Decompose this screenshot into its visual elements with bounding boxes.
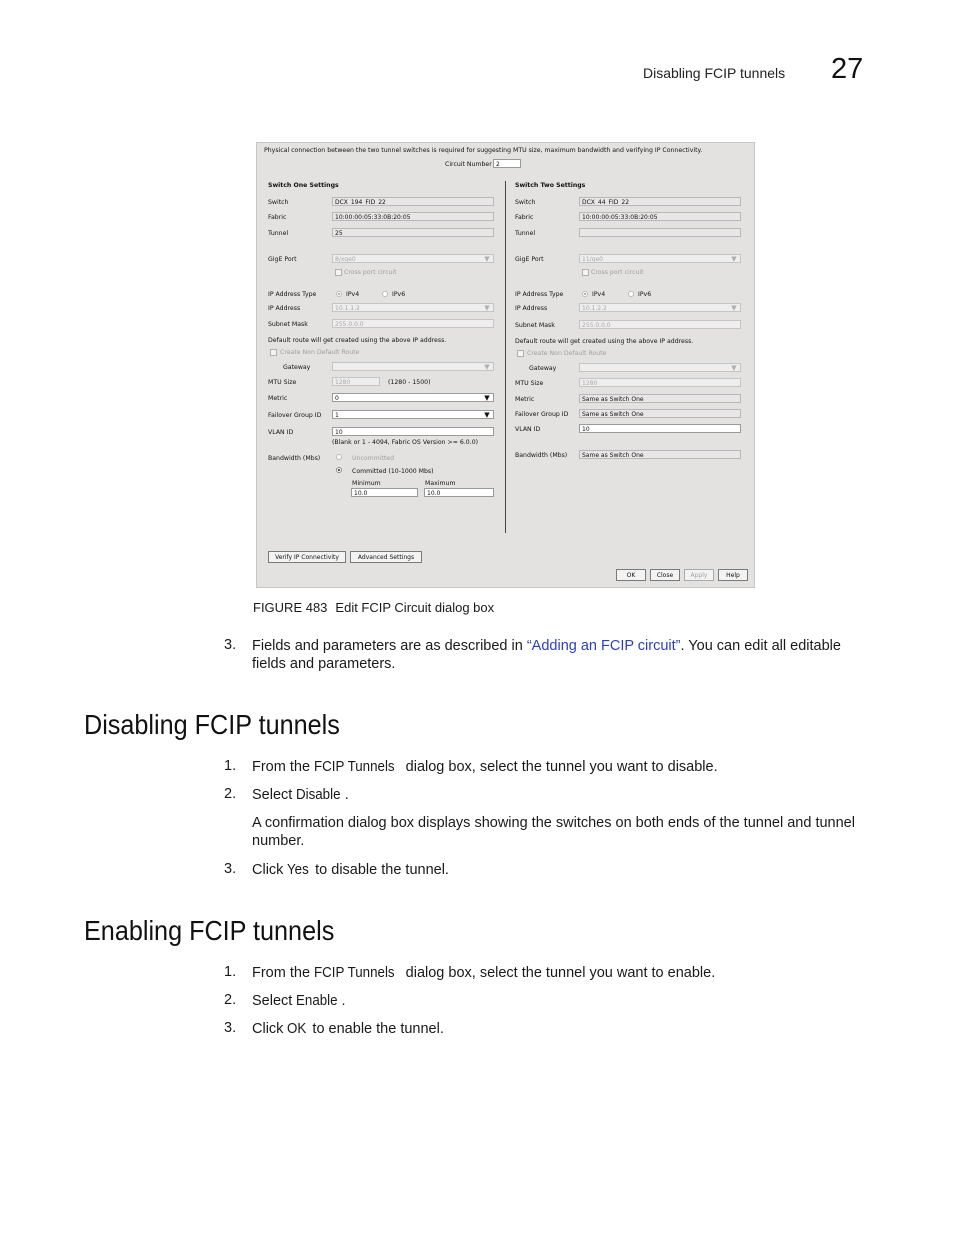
step-text-part: Click <box>252 862 288 878</box>
switch-two-vlan-field[interactable]: 10 <box>579 424 741 433</box>
step-number: 1. <box>224 758 237 774</box>
switch-one-fabric-field: 10:00:00:05:33:0B:20:05 <box>332 212 494 221</box>
advanced-settings-button[interactable]: Advanced Settings <box>350 551 422 563</box>
switch-two-ipv4-radio[interactable] <box>582 291 588 297</box>
edit-fcip-circuit-dialog <box>256 142 755 588</box>
switch-two-tunnel-label: Tunnel <box>515 230 536 237</box>
switch-one-mtu-field[interactable]: 1280 <box>332 377 380 386</box>
switch-two-switch-field: DCX_44_FID_22 <box>579 197 741 206</box>
switch-one-metric-value: 0 <box>335 395 339 402</box>
step-text-part: fields and parameters. <box>252 656 396 672</box>
switch-one-fabric-label: Fabric <box>268 214 287 221</box>
step-number: 3. <box>224 1020 237 1036</box>
adding-fcip-circuit-link[interactable]: “Adding an FCIP circuit” <box>526 638 681 654</box>
step-text <box>252 758 718 776</box>
switch-two-ip-label: IP Address <box>515 305 548 312</box>
switch-one-mtu-range: (1280 - 1500) <box>388 379 431 386</box>
switch-one-bandwidth-label: Bandwidth (Mbs) <box>268 455 321 462</box>
section-heading-enabling: Enabling FCIP tunnels <box>84 915 335 946</box>
chevron-down-icon: ▼ <box>731 364 737 372</box>
step-text-part: Click <box>252 1021 288 1037</box>
switch-two-create-route-checkbox[interactable] <box>517 350 524 357</box>
step-text-part: to disable the tunnel. <box>311 862 449 878</box>
step-text <box>252 637 872 673</box>
step-number: 3. <box>224 861 237 877</box>
switch-two-heading: Switch Two Settings <box>515 182 586 189</box>
ui-term: FCIP Tunnels <box>314 759 395 775</box>
help-button[interactable]: Help <box>718 569 748 581</box>
running-header-section: Disabling FCIP tunnels <box>643 65 786 81</box>
switch-one-ipv4-radio[interactable] <box>336 291 342 297</box>
step-text <box>252 861 449 879</box>
switch-one-metric-label: Metric <box>268 395 288 402</box>
step-text-part: . You can edit all editable <box>680 638 841 654</box>
switch-one-vlan-label: VLAN ID <box>268 429 294 436</box>
switch-one-create-route-label: Create Non Default Route <box>280 349 360 356</box>
switch-one-tunnel-field: 25 <box>332 228 494 237</box>
switch-one-ipv6-radio[interactable] <box>382 291 388 297</box>
switch-two-ipv6-radio[interactable] <box>628 291 634 297</box>
step-text-part: Select <box>252 993 297 1009</box>
committed-label: Committed (10-1000 Mbs) <box>352 468 434 475</box>
switch-one-ipv6-label: IPv6 <box>392 291 406 298</box>
step-text-part: Fields and parameters are as described in <box>252 638 527 654</box>
chevron-down-icon: ▼ <box>484 363 490 371</box>
switch-two-ip-type-label: IP Address Type <box>515 291 564 298</box>
switch-one-ip-label: IP Address <box>268 305 301 312</box>
step-text-part: Select <box>252 787 297 803</box>
ui-term: Enable <box>296 993 338 1009</box>
switch-one-gige-select[interactable] <box>332 254 494 263</box>
step-text <box>252 1020 444 1038</box>
maximum-label: Maximum <box>425 480 456 487</box>
chevron-down-icon: ▼ <box>731 255 737 263</box>
step-text-part: dialog box, select the tunnel you want to disable. <box>401 759 718 775</box>
note-line: A confirmation dialog box displays showing the switches on both ends of the tunnel and tunnel <box>252 815 855 831</box>
switch-one-route-note: Default route will get created using the above IP address. <box>268 337 447 344</box>
chevron-down-icon: ▼ <box>484 304 490 312</box>
step-number: 1. <box>224 964 237 980</box>
switch-one-heading: Switch One Settings <box>268 182 339 189</box>
switch-two-bandwidth-field: Same as Switch One <box>579 450 741 459</box>
switch-two-mask-field[interactable]: 255.0.0.0 <box>579 320 741 329</box>
switch-one-gateway-label: Gateway <box>283 364 311 371</box>
switch-two-gige-select[interactable] <box>579 254 741 263</box>
switch-one-ip-type-label: IP Address Type <box>268 291 317 298</box>
switch-two-cross-port-label: Cross port circuit <box>591 269 644 276</box>
ui-term: Yes <box>287 862 310 878</box>
switch-one-vlan-note: (Blank or 1 - 4094, Fabric OS Version >= 6.0.0) <box>332 439 479 446</box>
uncommitted-radio[interactable] <box>336 454 342 460</box>
switch-two-ipv4-label: IPv4 <box>592 291 606 298</box>
maximum-field[interactable]: 10.0 <box>424 488 494 497</box>
switch-one-cross-port-checkbox[interactable] <box>335 269 342 276</box>
switch-two-failover-label: Failover Group ID <box>515 411 569 418</box>
switch-one-ip-value: 10.1.1.2 <box>335 305 360 312</box>
figure-title: Edit FCIP Circuit dialog box <box>335 600 495 615</box>
step-note <box>252 814 882 850</box>
switch-two-fabric-label: Fabric <box>515 214 534 221</box>
figure-label: FIGURE 483 <box>253 600 328 615</box>
note-line: number. <box>252 833 305 849</box>
switch-two-mtu-label: MTU Size <box>515 380 544 387</box>
switch-one-tunnel-label: Tunnel <box>268 230 289 237</box>
step-text-part: From the <box>252 759 315 775</box>
chevron-down-icon: ▼ <box>484 255 490 263</box>
switch-two-failover-field: Same as Switch One <box>579 409 741 418</box>
step-text <box>252 786 349 804</box>
switch-two-tunnel-field <box>579 228 741 237</box>
close-button[interactable]: Close <box>650 569 680 581</box>
switch-two-ipv6-label: IPv6 <box>638 291 652 298</box>
switch-two-gige-label: GigE Port <box>515 256 544 263</box>
section-heading-disabling: Disabling FCIP tunnels <box>84 709 340 740</box>
ui-term: Disable <box>296 787 341 803</box>
figure-caption <box>253 600 494 615</box>
switch-two-ip-select[interactable] <box>579 303 741 312</box>
switch-one-vlan-field[interactable]: 10 <box>332 427 494 436</box>
verify-ip-connectivity-button[interactable]: Verify IP Connectivity <box>268 551 346 563</box>
switch-two-mtu-field[interactable]: 1280 <box>579 378 741 387</box>
switch-two-route-note: Default route will get created using the above IP address. <box>515 338 694 345</box>
switch-two-bandwidth-label: Bandwidth (Mbs) <box>515 452 568 459</box>
minimum-label: Minimum <box>352 480 381 487</box>
switch-two-ip-value: 10.1.2.2 <box>582 305 607 312</box>
column-divider <box>505 181 506 533</box>
chevron-down-icon: ▼ <box>731 304 737 312</box>
step-text <box>252 964 715 982</box>
switch-one-switch-label: Switch <box>268 199 289 206</box>
step-text-part: to enable the tunnel. <box>308 1021 444 1037</box>
step-number: 2. <box>224 786 237 802</box>
switch-two-fabric-field: 10:00:00:05:33:0B:20:05 <box>579 212 741 221</box>
step-number: 2. <box>224 992 237 1008</box>
uncommitted-label: Uncommitted <box>352 455 394 462</box>
step-text-part: dialog box, select the tunnel you want to enable. <box>401 965 716 981</box>
switch-one-switch-field: DCX_194_FID_22 <box>332 197 494 206</box>
switch-two-cross-port-checkbox[interactable] <box>582 269 589 276</box>
switch-one-mask-label: Subnet Mask <box>268 321 308 328</box>
switch-one-cross-port-label: Cross port circuit <box>344 269 397 276</box>
ok-button[interactable]: OK <box>616 569 646 581</box>
switch-one-gateway-select[interactable] <box>332 362 494 371</box>
switch-one-create-route-checkbox[interactable] <box>270 349 277 356</box>
switch-two-switch-label: Switch <box>515 199 536 206</box>
switch-two-gige-value: 11/ge0 <box>582 256 603 263</box>
chevron-down-icon: ▼ <box>484 394 490 402</box>
minimum-field[interactable]: 10.0 <box>351 488 418 497</box>
switch-one-gige-label: GigE Port <box>268 256 297 263</box>
connection-notice: Physical connection between the two tunnel switches is required for suggesting MTU size, maximum bandwidth and verifying IP Connectivity. <box>264 147 703 154</box>
switch-one-ipv4-label: IPv4 <box>346 291 360 298</box>
switch-two-vlan-label: VLAN ID <box>515 426 541 433</box>
step-text-part: . <box>344 787 349 803</box>
step-text-part: . <box>341 993 346 1009</box>
committed-radio[interactable] <box>336 467 342 473</box>
switch-one-failover-value: 1 <box>335 412 339 419</box>
chevron-down-icon: ▼ <box>484 411 490 419</box>
switch-one-ip-select[interactable] <box>332 303 494 312</box>
switch-one-mask-field[interactable]: 255.0.0.0 <box>332 319 494 328</box>
chapter-number: 27 <box>831 53 864 85</box>
switch-one-failover-select[interactable] <box>332 410 494 419</box>
circuit-number-field[interactable]: 2 <box>493 159 521 168</box>
switch-one-mtu-label: MTU Size <box>268 379 297 386</box>
switch-two-metric-label: Metric <box>515 396 535 403</box>
step-text-part: From the <box>252 965 315 981</box>
switch-two-create-route-label: Create Non Default Route <box>527 350 607 357</box>
switch-two-gateway-label: Gateway <box>529 365 557 372</box>
step-number: 3. <box>224 637 237 653</box>
switch-two-mask-label: Subnet Mask <box>515 322 555 329</box>
ui-term: FCIP Tunnels <box>314 965 395 981</box>
apply-button[interactable]: Apply <box>684 569 714 581</box>
switch-one-gige-value: 8/xge0 <box>335 256 356 263</box>
ui-term: OK <box>287 1021 307 1037</box>
switch-one-failover-label: Failover Group ID <box>268 412 322 419</box>
step-text <box>252 992 346 1010</box>
switch-two-gateway-select[interactable] <box>579 363 741 372</box>
circuit-number-label: Circuit Number <box>445 161 492 168</box>
switch-two-metric-field: Same as Switch One <box>579 394 741 403</box>
switch-one-metric-select[interactable] <box>332 393 494 402</box>
